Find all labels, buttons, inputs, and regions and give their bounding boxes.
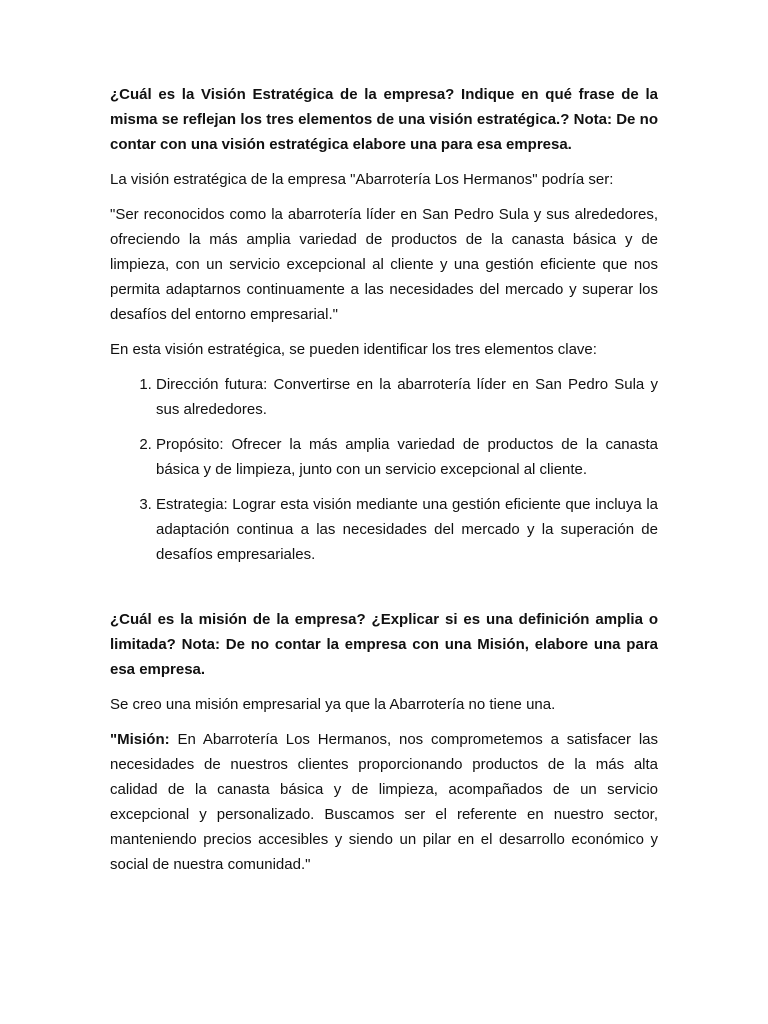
mission-text: En Abarrotería Los Hermanos, nos comprometemos a satisfacer las necesidades de nuestros clientes proporcionando productos de la más alta calidad de la canasta básica y de limpieza, acompañados de un servicio excepcional y personalizado. Buscamos ser el referente en nuestro sector, manteniendo precios accesibles y siendo un pilar en el desarrollo económico y social de nuestra comunidad." [110, 731, 658, 873]
vision-statement: "Ser reconocidos como la abarrotería líder en San Pedro Sula y sus alrededores, ofreciendo la más amplia variedad de productos de la canasta básica y de limpieza, con un servicio excepcional al cliente y una gestión eficiente que nos permita adaptarnos continuamente a las necesidades del mercado y superar los desafíos del entorno empresarial." [110, 206, 658, 323]
vision-question: ¿Cuál es la Visión Estratégica de la empresa? Indique en qué frase de la misma se reflejan los tres elementos de una visión estratégica.? Nota: De no contar con una visión estratégica elabore una para esa empresa. [110, 86, 658, 153]
mission-label: "Misión: [110, 731, 170, 748]
vision-elements-list [110, 372, 658, 567]
elements-intro: En esta visión estratégica, se pueden identificar los tres elementos clave: [110, 341, 597, 358]
list-item: 1. Dirección futura: Convertirse en la abarrotería líder en San Pedro Sula y sus alrededores. [156, 372, 658, 422]
list-item: 2. Propósito: Ofrecer la más amplia variedad de productos de la canasta básica y de limpieza, junto con un servicio excepcional al cliente. [156, 432, 658, 482]
list-item: 3. Estrategia: Lograr esta visión mediante una gestión eficiente que incluya la adaptación continua a las necesidades del mercado y la superación de desafíos empresariales. [156, 492, 658, 567]
mission-statement [110, 727, 658, 877]
vision-intro: La visión estratégica de la empresa "Abarrotería Los Hermanos" podría ser: [110, 171, 614, 188]
mission-question: ¿Cuál es la misión de la empresa? ¿Explicar si es una definición amplia o limitada? Nota: De no contar la empresa con una Misión, elabore una para esa empresa. [110, 611, 658, 678]
section-spacer [110, 577, 658, 607]
document-page [110, 82, 658, 887]
mission-intro: Se creo una misión empresarial ya que la Abarrotería no tiene una. [110, 696, 556, 713]
